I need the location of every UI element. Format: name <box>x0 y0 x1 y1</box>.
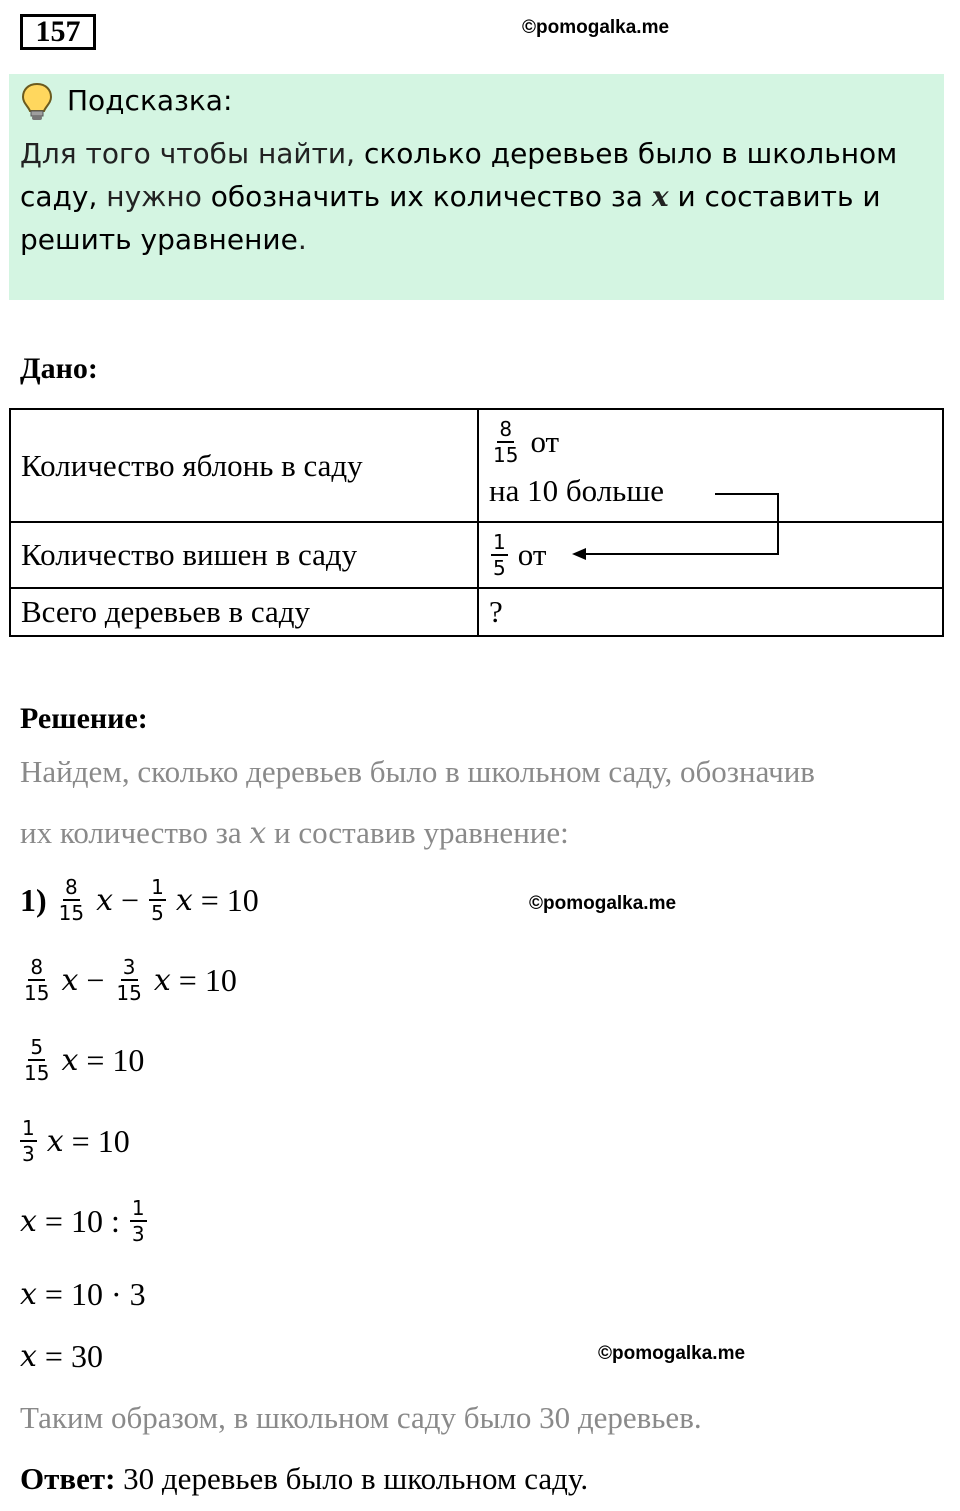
table-row <box>10 588 943 636</box>
task-number: 157 <box>20 14 96 50</box>
hint-text: Для того чтобы найти, сколько деревьев было в школьном саду, нужно обозначить их количество за x и составить и решить уравнение. <box>20 137 898 256</box>
equation-step-2: $\frac{8}{15}$ x − $\frac{3}{15}$ x = 10 <box>24 955 237 1005</box>
hint-title: Подсказка: <box>67 84 233 117</box>
table-cell: $\frac{8}{15}$ от на 10 больше <box>478 409 943 522</box>
table-cell: Всего деревьев в саду <box>10 588 478 636</box>
table-cell: Количество вишен в саду <box>10 522 478 588</box>
table-row <box>10 522 943 588</box>
arrow-connector-icon <box>560 480 790 570</box>
equation-step-1: 1) $\frac{8}{15}$ x − $\frac{1}{5}$ x = 10 <box>20 875 259 925</box>
table-cell: ? <box>478 588 943 636</box>
watermark-middle: ©pomogalka.me <box>529 893 677 914</box>
solution-intro-1: Найдем, сколько деревьев было в школьном саду, обозначив <box>20 754 815 789</box>
equation-step-6: x = 10 · 3 <box>20 1276 146 1312</box>
given-table <box>9 408 944 637</box>
answer-label: Ответ: <box>20 1461 116 1496</box>
equation-step-5: x = 10 : $\frac{1}{3}$ <box>20 1196 145 1246</box>
equation-step-4: $\frac{1}{3}$ x = 10 <box>22 1116 130 1166</box>
watermark-top: ©pomogalka.me <box>522 17 670 38</box>
fraction: $\frac{8}{15}$ <box>493 416 519 467</box>
solution-intro-2: их количество за x и составив уравнение: <box>20 815 569 851</box>
equation-step-3: $\frac{5}{15}$ x = 10 <box>24 1035 145 1085</box>
lightbulb-icon <box>20 82 54 122</box>
equation-step-7: x = 30 <box>20 1338 103 1374</box>
table-cell: Количество яблонь в саду <box>10 409 478 522</box>
answer-line <box>20 1461 588 1497</box>
watermark-bottom: ©pomogalka.me <box>598 1343 746 1364</box>
given-heading: Дано: <box>20 352 98 385</box>
answer-text: 30 деревьев было в школьном саду. <box>115 1461 589 1496</box>
fraction: $\frac{1}{5}$ <box>493 530 506 580</box>
table-row <box>10 409 943 522</box>
table-cell: $\frac{1}{5}$ от <box>478 522 943 588</box>
solution-heading: Решение: <box>20 702 148 735</box>
conclusion-text: Таким образом, в школьном саду было 30 деревьев. <box>20 1400 702 1435</box>
extra-note: на 10 больше <box>489 472 664 508</box>
